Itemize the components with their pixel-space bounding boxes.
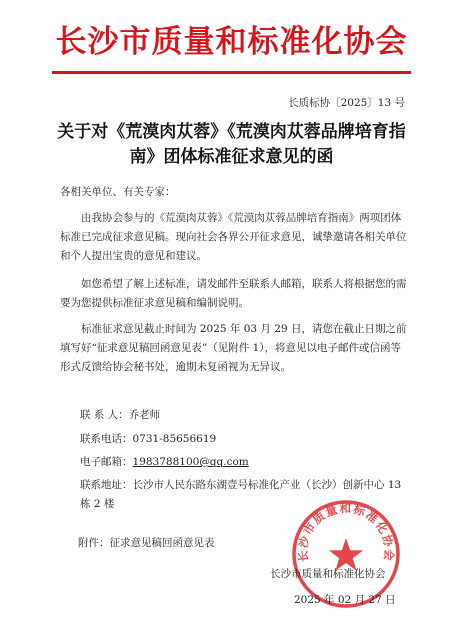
contact-person-label: 联 系 人： bbox=[80, 409, 129, 421]
document-heading bbox=[40, 120, 423, 170]
signature-org: 长沙市质量和标准化协会 bbox=[270, 568, 386, 580]
contact-person-value: 乔老师 bbox=[128, 409, 161, 421]
contact-phone-label: 联系电话： bbox=[80, 433, 133, 445]
heading-line-1: 关于对《荒漠肉苁蓉》《荒漠肉苁蓉品牌培育指 bbox=[57, 122, 406, 142]
contact-email-link[interactable]: 1983788100@qq.com bbox=[132, 456, 249, 468]
contact-person bbox=[80, 406, 160, 425]
contact-email-label: 电子邮箱： bbox=[80, 456, 133, 468]
document-number: 长质标协〔2025〕13 号 bbox=[288, 97, 405, 109]
org-letterhead-title: 长沙市质量和标准化协会 bbox=[55, 24, 408, 60]
contact-address-value: 长沙市人民东路东湖壹号标准化产业（长沙）创新中心 13 栋 2 楼 bbox=[80, 479, 402, 510]
heading-line-2: 南》团体标准征求意见的函 bbox=[129, 147, 334, 167]
body-paragraph-3: 标准征求意见截止时间为 2025 年 03 月 29 日，请您在截止日期之前填写好“征求意见稿回函意见表”（见附件 1），将意见以电子邮件或信函等形式反馈给协会秘书处，逾期未复函视为无异议。 bbox=[60, 323, 407, 373]
contact-email bbox=[80, 453, 249, 472]
salutation: 各相关单位、有关专家： bbox=[60, 186, 176, 198]
contact-address-label: 联系地址： bbox=[80, 479, 133, 491]
attachment-note: 附件：征求意见稿回函意见表 bbox=[78, 537, 215, 549]
signature-date: 2025 年 02 月 27 日 bbox=[294, 594, 396, 606]
contact-phone bbox=[80, 430, 216, 449]
letterhead-red-rule bbox=[52, 71, 411, 74]
contact-phone-value: 0731-85656619 bbox=[132, 433, 217, 445]
body-paragraph-1: 由我协会参与的《荒漠肉苁蓉》《荒漠肉苁蓉品牌培育指南》两项团体标准已完成征求意见稿。现向社会各界公开征求意见，诚挚邀请各相关单位和个人提出宝贵的意见和建议。 bbox=[60, 212, 407, 262]
body-paragraph-2: 如您希望了解上述标准，请发邮件至联系人邮箱，联系人将根据您的需要为您提供标准征求意见稿和编制说明。 bbox=[60, 278, 407, 309]
seal-text: 长沙市质量和标准化协会 bbox=[295, 501, 397, 563]
